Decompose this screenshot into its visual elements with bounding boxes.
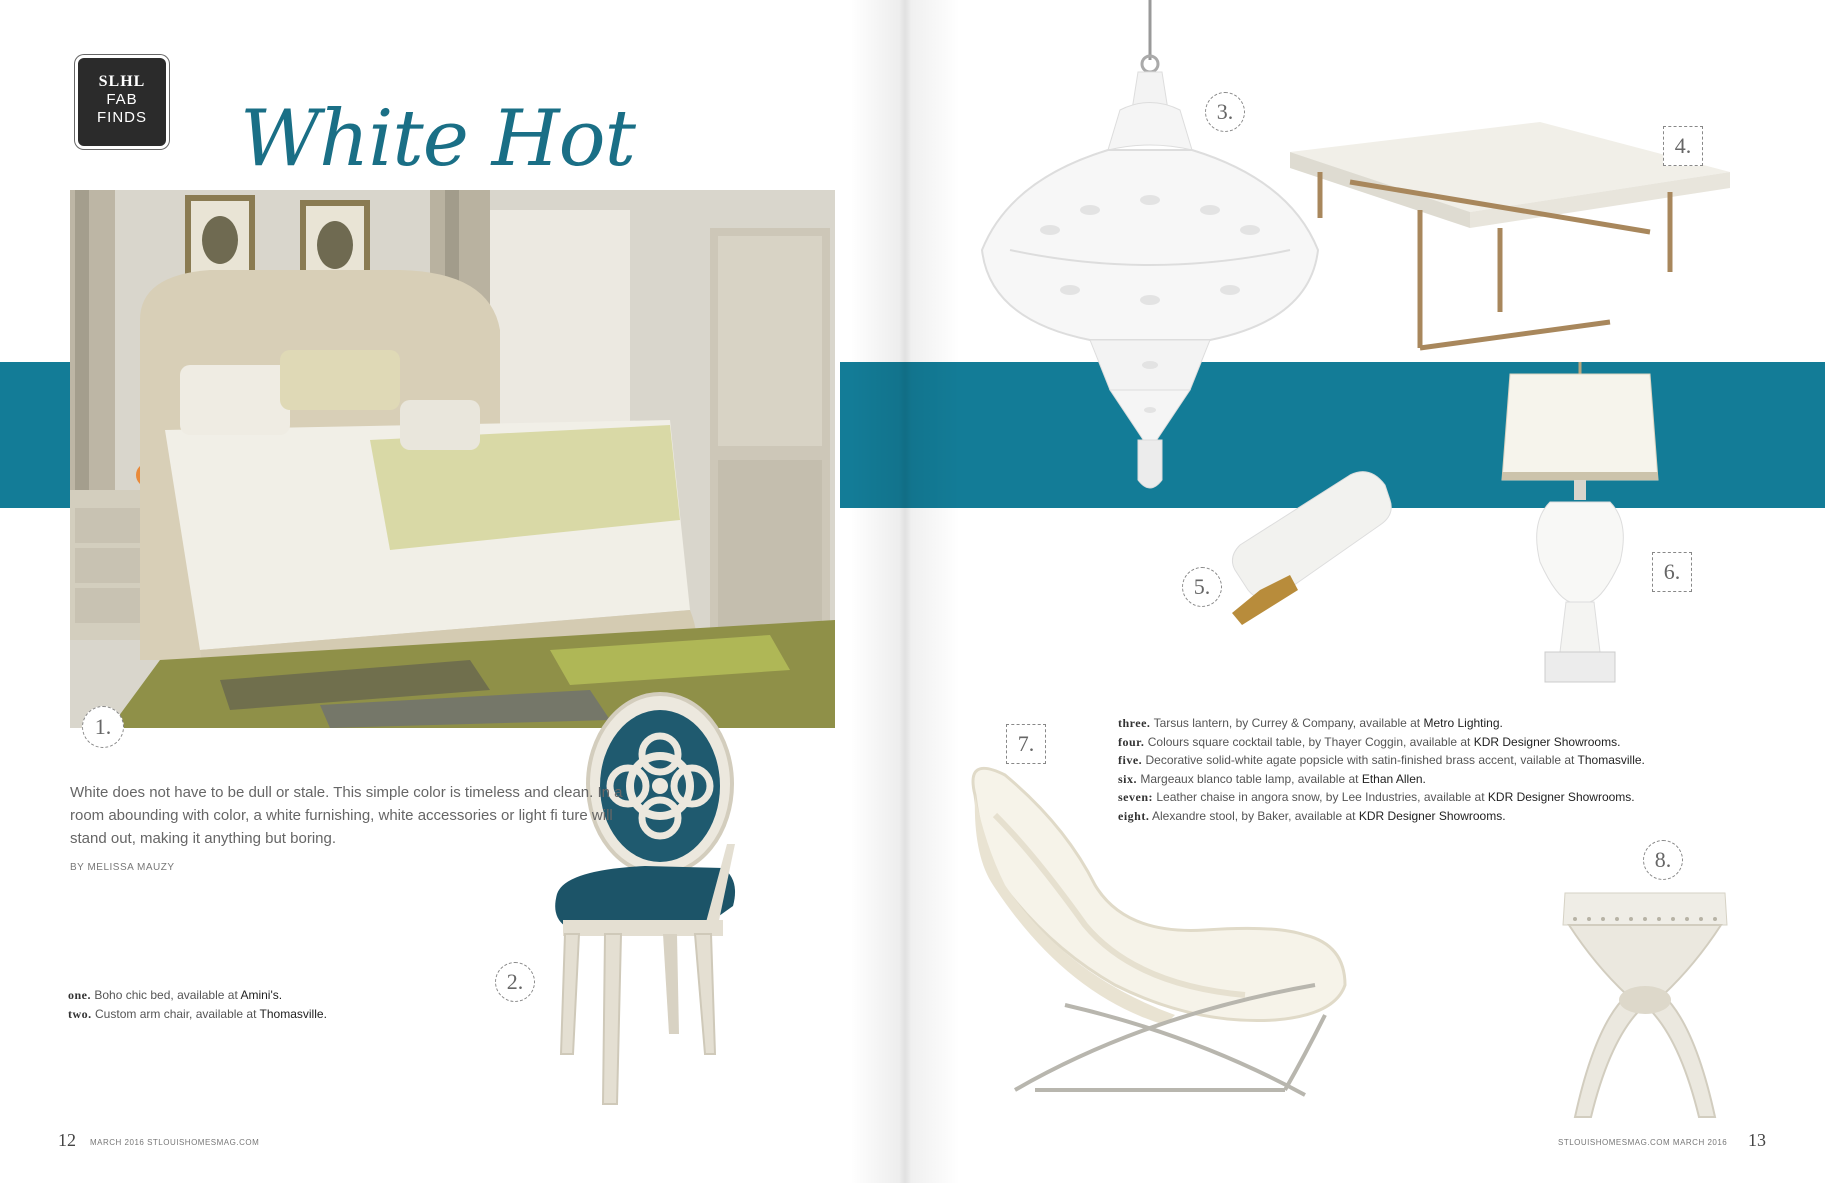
item-number-5: 5.: [1182, 567, 1222, 607]
credit-key: two.: [68, 1006, 92, 1021]
intro-paragraph: White does not have to be dull or stale. This simple color is timeless and clean. In a room abounding with color, a white furnishing, white accessories or light fi ture will stand out, making it anything but boring.: [70, 784, 623, 847]
fab-finds-badge: [78, 58, 166, 146]
bedroom-photo: [70, 190, 835, 728]
item-number-1: 1.: [82, 706, 124, 748]
credit-text: Custom arm chair, available at: [95, 1006, 257, 1021]
armchair-photo: [545, 694, 745, 1104]
left-page: [0, 0, 900, 1183]
credit-key: one.: [68, 988, 91, 1002]
item-number-2: 2.: [495, 962, 535, 1002]
byline: BY MELISSA MAUZY: [70, 862, 175, 873]
page-title: White Hot: [240, 94, 635, 184]
credit-text: Alexandre stool, by Baker, available at: [1152, 808, 1356, 823]
credit-key: five.: [1118, 753, 1143, 767]
credit-text: Tarsus lantern, by Currey & Company, available at: [1153, 716, 1421, 730]
chaise-photo: [945, 735, 1505, 1095]
credit-text: Margeaux blanco table lamp, available at: [1140, 771, 1359, 786]
page-number-left: 12: [58, 1130, 76, 1150]
credit-store: Thomasville.: [1577, 753, 1645, 767]
item-number-7: 7.: [1006, 724, 1046, 764]
credits-left: [68, 986, 327, 1023]
credit-store: Ethan Allen.: [1361, 771, 1426, 786]
popsicle-photo: [1220, 465, 1400, 625]
credit-store: Thomasville.: [259, 1006, 327, 1021]
badge-line-3: FINDS: [97, 109, 147, 126]
table-lamp-photo: [1500, 362, 1660, 692]
item-number-4: 4.: [1663, 126, 1703, 166]
credit-store: Amini's.: [240, 988, 283, 1002]
credit-text: Decorative solid-white agate popsicle with satin-finished brass accent, vailable at: [1145, 753, 1575, 767]
credit-text: Boho chic bed, available at: [94, 988, 238, 1002]
badge-line-1: SLHL: [98, 73, 146, 90]
credit-store: Metro Lighting.: [1423, 716, 1503, 730]
page-number-right: 13: [1748, 1130, 1766, 1150]
credit-store: KDR Designer Showrooms.: [1358, 808, 1506, 823]
credit-key: eight.: [1118, 808, 1150, 823]
credit-store: KDR Designer Showrooms.: [1487, 790, 1635, 804]
credit-key: three.: [1118, 716, 1151, 730]
credit-store: KDR Designer Showrooms.: [1473, 734, 1621, 749]
credit-two: [68, 1005, 327, 1024]
item-number-8: 8.: [1643, 840, 1683, 880]
item-number-6: 6.: [1652, 552, 1692, 592]
credit-key: four.: [1118, 734, 1145, 749]
badge-line-2: FAB: [106, 91, 138, 108]
lantern-photo: [970, 0, 1330, 500]
stool-photo: [1555, 885, 1735, 1125]
footer-meta-left: MARCH 2016 STLOUISHOMESMAG.COM: [90, 1138, 260, 1147]
credit-text: Colours square cocktail table, by Thayer Coggin, available at: [1147, 734, 1471, 749]
footer-meta-right: STLOUISHOMESMAG.COM MARCH 2016: [1558, 1138, 1728, 1147]
credit-one: [68, 986, 327, 1005]
credit-text: Leather chaise in angora snow, by Lee Industries, available at: [1156, 790, 1485, 804]
credit-key: seven:: [1118, 790, 1153, 804]
item-number-3: 3.: [1205, 92, 1245, 132]
credit-key: six.: [1118, 771, 1138, 786]
credit-three: [1118, 714, 1645, 733]
